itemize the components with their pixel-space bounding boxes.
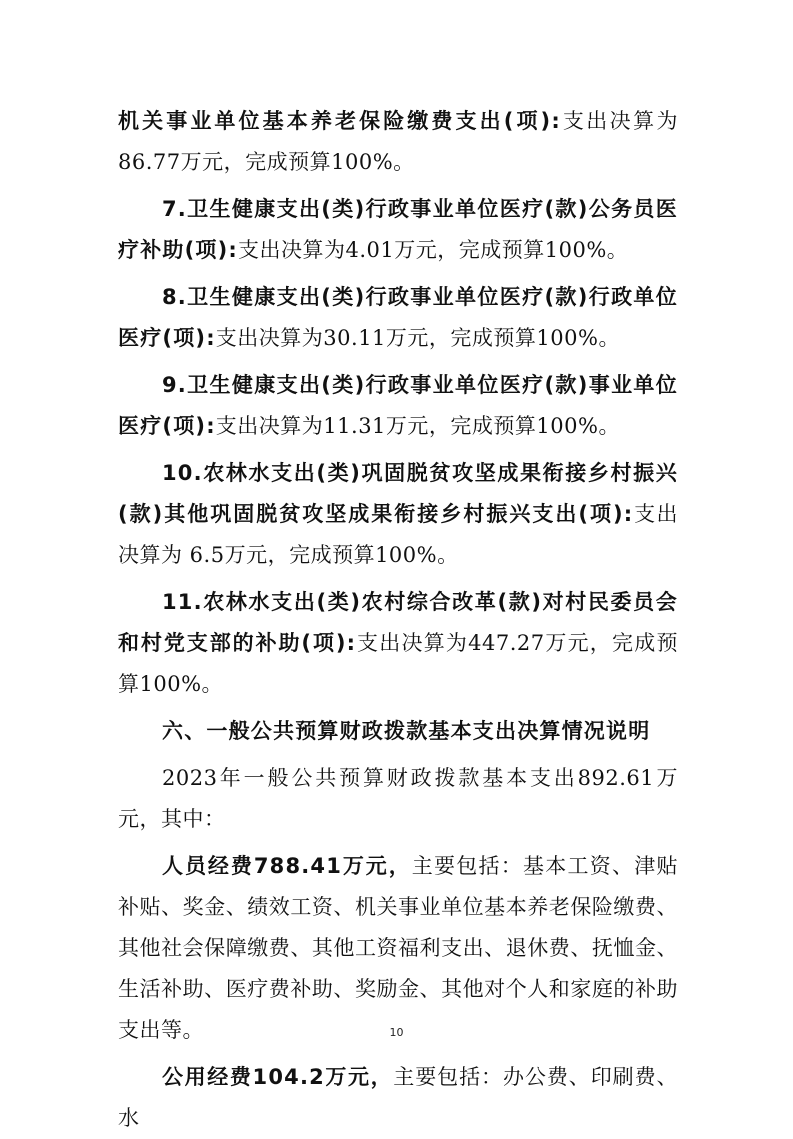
section-heading: 六、一般公共预算财政拨款基本支出决算情况说明 <box>162 719 651 743</box>
paragraph-item-9 <box>118 365 678 447</box>
paragraph-item-11-text: 支出决算为447.27万元，完成预算100%。 <box>118 631 678 696</box>
paragraph-pension <box>118 101 678 183</box>
paragraph-item-9-title: 9.卫生健康支出(类)行政事业单位医疗(款)事业单位医疗(项): <box>118 373 678 438</box>
personnel-expense-text: 主要包括：基本工资、津贴补贴、奖金、绩效工资、机关事业单位基本养老保险缴费、其他社会保障缴费、其他工资福利支出、退休费、抚恤金、生活补助、医疗费补助、奖励金、其他对个人和家庭的补助支出等。 <box>118 854 678 1042</box>
paragraph-item-7 <box>118 189 678 271</box>
paragraph-item-10-text: 支出决算为 6.5万元，完成预算100%。 <box>118 502 678 567</box>
paragraph-item-11 <box>118 582 678 705</box>
paragraph-pension-title: 机关事业单位基本养老保险缴费支出(项): <box>118 109 561 133</box>
page-number: 10 <box>389 1026 404 1039</box>
paragraph-item-7-title: 7.卫生健康支出(类)行政事业单位医疗(款)公务员医疗补助(项): <box>118 197 678 262</box>
paragraph-item-7-text: 支出决算为4.01万元，完成预算100%。 <box>238 238 629 262</box>
public-expense-text: 主要包括：办公费、印刷费、水 <box>118 1065 678 1130</box>
public-expense-paragraph <box>118 1057 678 1139</box>
summary-paragraph: 2023年一般公共预算财政拨款基本支出892.61万元，其中： <box>118 766 678 831</box>
paragraph-item-10-title: 10.农林水支出(类)巩固脱贫攻坚成果衔接乡村振兴(款)其他巩固脱贫攻坚成果衔接乡村振兴支出(项): <box>118 461 678 526</box>
public-expense-title: 公用经费104.2万元， <box>162 1065 394 1089</box>
paragraph-item-9-text: 支出决算为11.31万元，完成预算100%。 <box>215 414 620 438</box>
paragraph-item-10 <box>118 453 678 576</box>
paragraph-item-8-text: 支出决算为30.11万元，完成预算100%。 <box>215 326 620 350</box>
paragraph-item-11-title: 11.农林水支出(类)农村综合改革(款)对村民委员会和村党支部的补助(项): <box>118 590 678 655</box>
paragraph-item-8 <box>118 277 678 359</box>
personnel-expense-paragraph <box>118 846 678 1051</box>
paragraph-item-8-title: 8.卫生健康支出(类)行政事业单位医疗(款)行政单位医疗(项): <box>118 285 678 350</box>
personnel-expense-title: 人员经费788.41万元， <box>162 854 412 878</box>
paragraph-pension-text: 支出决算为86.77万元，完成预算100%。 <box>118 109 678 174</box>
document-body <box>118 101 678 1139</box>
